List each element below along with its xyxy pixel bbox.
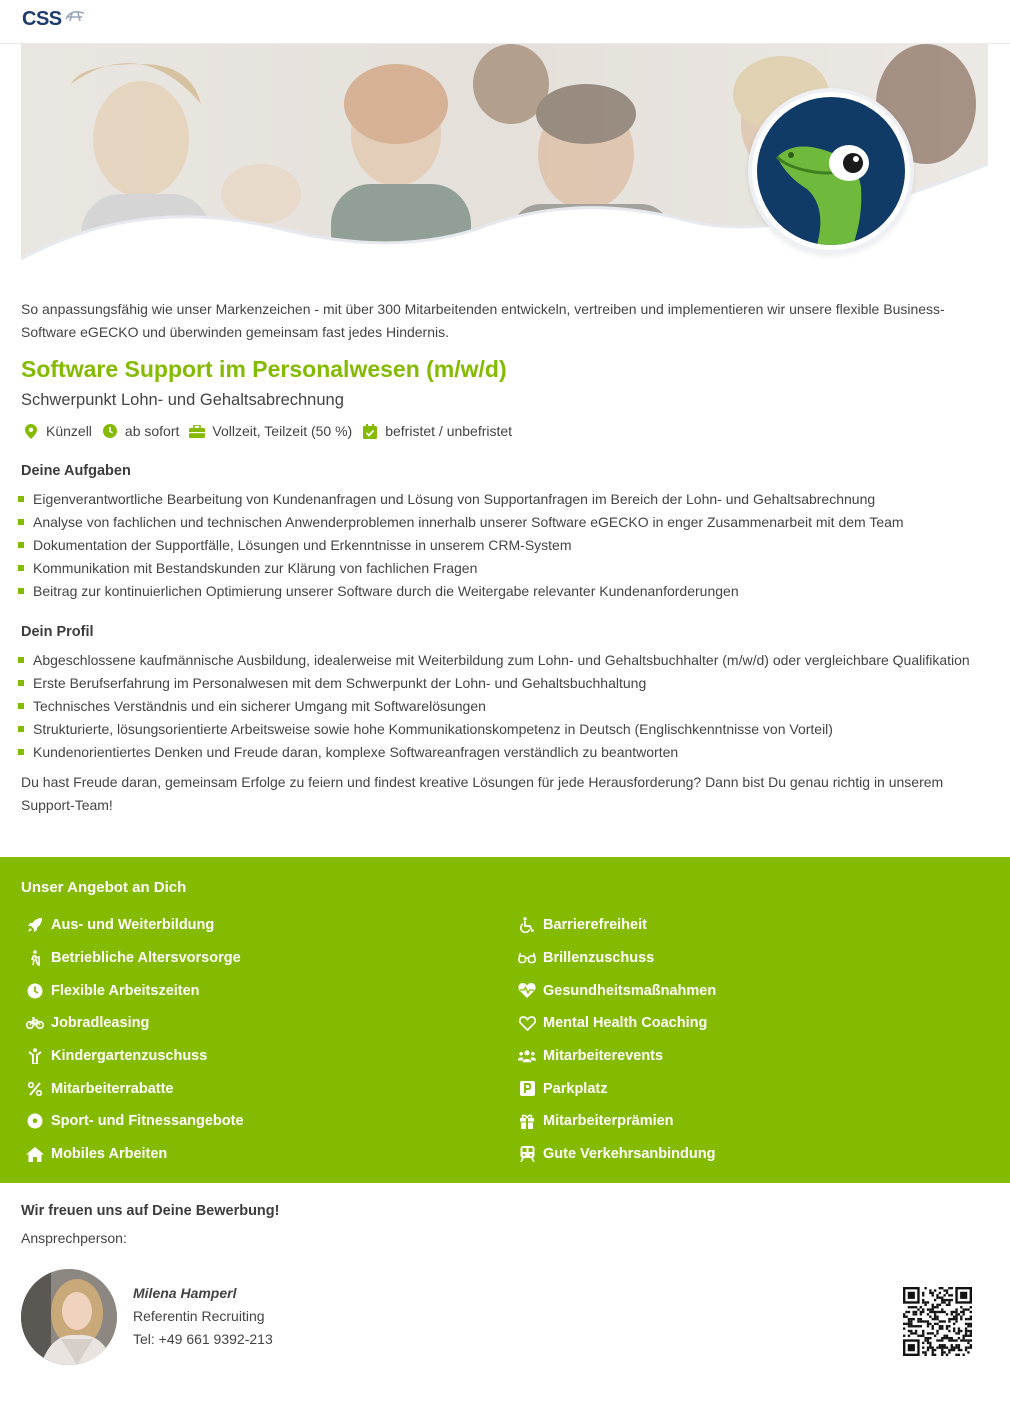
football-icon [26, 1112, 44, 1130]
qr-code-icon[interactable] [903, 1287, 972, 1356]
users-icon [518, 1047, 536, 1065]
profile-list [18, 649, 998, 764]
benefit-label: Barrierefreiheit [543, 917, 647, 934]
contact-label: Ansprechperson: [21, 1230, 127, 1246]
benefit-label: Brillenzuschuss [543, 950, 655, 967]
gift-icon [518, 1112, 536, 1130]
company-logo[interactable] [22, 8, 86, 31]
benefit-label: Mobiles Arbeiten [51, 1146, 168, 1163]
meta-worktime [189, 423, 352, 439]
gecko-badge [748, 88, 914, 254]
job-subtitle: Schwerpunkt Lohn- und Gehaltsabrechnung [21, 391, 344, 409]
list-item: Strukturierte, lösungsorientierte Arbeitsweise sowie hohe Kommunikationskompetenz in Deutsch (Englischkenntnisse von Vorteil) [18, 718, 998, 741]
logo-text: CSS [22, 8, 62, 30]
closing-text: Du hast Freude daran, gemeinsam Erfolge zu feiern und findest kreative Lösungen für jede Herausforderung? Dann bist Du genau richtig in unserem Support-Team! [21, 774, 944, 813]
gecko-logo-icon [64, 9, 86, 23]
calendar-check-icon [362, 423, 378, 439]
benefit-item [518, 1040, 716, 1073]
list-item: Technisches Verständnis und ein sicherer Umgang mit Softwarelösungen [18, 695, 998, 718]
meta-location-text: Künzell [46, 423, 92, 439]
list-item: Abgeschlossene kaufmännische Ausbildung, idealerweise mit Weiterbildung zum Lohn- und Gehaltsbuchhalter (m/w/d) oder vergleichbare Qualifikation [18, 649, 998, 672]
benefit-label: Mental Health Coaching [543, 1015, 708, 1032]
benefit-label: Aus- und Weiterbildung [51, 917, 215, 934]
list-item: Kundenorientiertes Denken und Freude daran, komplexe Softwareanfragen verständlich zu beantworten [18, 741, 998, 764]
contact-details [133, 1282, 273, 1351]
contact-photo [21, 1269, 117, 1365]
contact-role: Referentin Recruiting [133, 1308, 265, 1324]
meta-location [23, 423, 92, 439]
briefcase-icon [189, 423, 205, 439]
apply-heading: Wir freuen uns auf Deine Bewerbung! [21, 1203, 280, 1219]
parking-icon [518, 1080, 536, 1098]
list-item: Kommunikation mit Bestandskunden zur Klärung von fachlichen Fragen [18, 557, 998, 580]
contact-name: Milena Hamperl [133, 1285, 237, 1301]
meta-start-text: ab sofort [124, 423, 180, 439]
top-bar [0, 0, 1010, 44]
list-item: Beitrag zur kontinuierlichen Optimierung unserer Software durch die Weitergabe relevanter Kundenanforderungen [18, 580, 998, 603]
contact-phone[interactable]: Tel: +49 661 9392-213 [133, 1331, 273, 1347]
job-title: Software Support im Personalwesen (m/w/d) [21, 356, 507, 382]
glasses-icon [518, 949, 536, 967]
benefit-label: Flexible Arbeitszeiten [51, 982, 200, 999]
benefit-item [518, 942, 716, 975]
benefit-label: Betriebliche Altersvorsorge [51, 950, 241, 967]
list-item: Dokumentation der Supportfälle, Lösungen und Erkenntnisse in unserem CRM-System [18, 534, 998, 557]
benefit-item [518, 909, 716, 942]
benefit-item [518, 1105, 716, 1138]
benefit-label: Gute Verkehrsanbindung [543, 1146, 716, 1163]
benefit-item [26, 909, 244, 942]
wheelchair-icon [518, 916, 536, 934]
benefit-label: Mitarbeiterevents [543, 1048, 664, 1065]
benefits-right-column [518, 909, 716, 1171]
percent-icon [26, 1080, 44, 1098]
list-item: Eigenverantwortliche Bearbeitung von Kundenanfragen und Lösung von Supportanfragen im Bereich der Lohn- und Gehaltsabrechnung [18, 488, 998, 511]
list-item: Erste Berufserfahrung im Personalwesen mit dem Schwerpunkt der Lohn- und Gehaltsbuchhaltung [18, 672, 998, 695]
benefit-item [518, 1072, 716, 1105]
clock-icon [102, 423, 118, 439]
meta-start [102, 423, 179, 439]
tasks-heading: Deine Aufgaben [21, 463, 131, 479]
benefit-item [518, 1138, 716, 1171]
benefit-label: Kindergartenzuschuss [51, 1048, 208, 1065]
benefit-item [518, 1007, 716, 1040]
benefit-item [26, 1007, 244, 1040]
walking-person-icon [26, 949, 44, 967]
benefit-item [518, 974, 716, 1007]
benefit-item [26, 974, 244, 1007]
intro-text: So anpassungsfähig wie unser Markenzeichen - mit über 300 Mitarbeitenden entwickeln, vertreiben und implementieren wir unsere flexible Business-Software eGECKO und überwinden gemeinsam fast jedes Hindernis. [21, 301, 945, 340]
profile-heading: Dein Profil [21, 624, 94, 640]
home-icon [26, 1145, 44, 1163]
benefit-label: Parkplatz [543, 1080, 608, 1097]
tasks-list [18, 488, 998, 603]
benefits-section [0, 857, 1010, 1183]
heart-icon [518, 1014, 536, 1032]
gecko-mascot [757, 97, 905, 245]
benefit-label: Mitarbeiterrabatte [51, 1080, 174, 1097]
benefit-item [26, 1040, 244, 1073]
benefit-label: Gesundheitsmaßnahmen [543, 982, 717, 999]
rocket-icon [26, 916, 44, 934]
gecko-mascot-icon [757, 97, 905, 245]
heartbeat-icon [518, 982, 536, 1000]
meta-contract [362, 423, 512, 439]
benefit-item [26, 1138, 244, 1171]
list-item: Analyse von fachlichen und technischen Anwenderproblemen innerhalb unserer Software eGECKO in enger Zusammenarbeit mit dem Team [18, 511, 998, 534]
benefit-label: Jobradleasing [51, 1015, 150, 1032]
benefit-label: Sport- und Fitnessangebote [51, 1113, 244, 1130]
benefit-item [26, 942, 244, 975]
train-icon [518, 1145, 536, 1163]
benefit-item [26, 1072, 244, 1105]
bicycle-icon [26, 1014, 44, 1032]
child-icon [26, 1047, 44, 1065]
avatar [21, 1269, 117, 1365]
benefit-item [26, 1105, 244, 1138]
benefits-left-column [26, 909, 244, 1171]
meta-contract-text: befristet / unbefristet [385, 423, 513, 439]
clock-icon [26, 982, 44, 1000]
map-pin-icon [23, 423, 39, 439]
meta-worktime-text: Vollzeit, Teilzeit (50 %) [212, 423, 353, 439]
benefits-heading: Unser Angebot an Dich [21, 879, 187, 896]
benefit-label: Mitarbeiterprämien [543, 1113, 674, 1130]
job-meta [23, 421, 522, 441]
